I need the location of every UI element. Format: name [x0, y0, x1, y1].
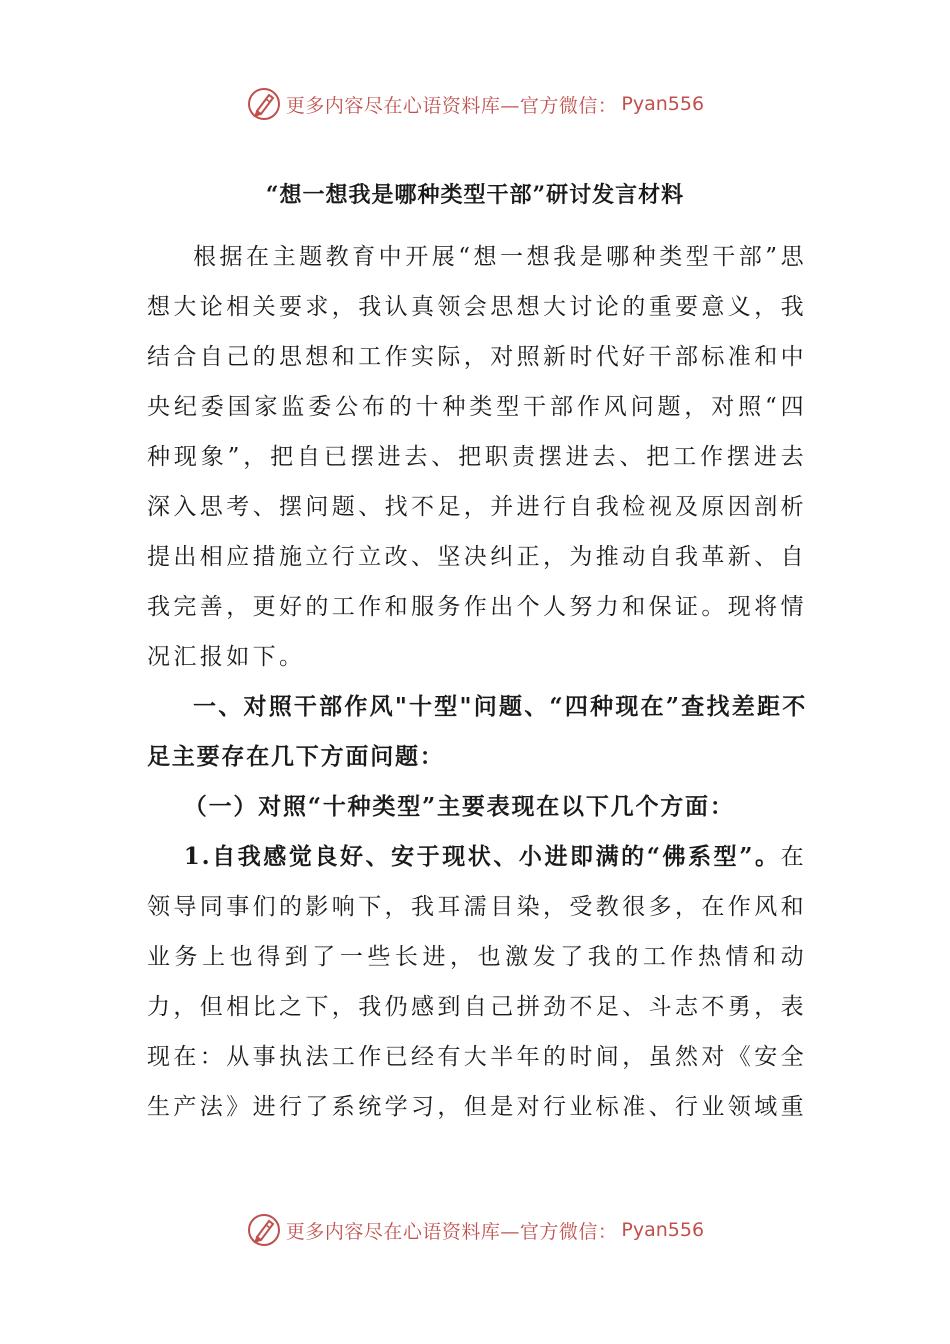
- document-body: [147, 232, 807, 1132]
- intro-paragraph: 根据在主题教育中开展“想一想我是哪种类型干部”思想大论相关要求，我认真领会思想大讨论的重要意义，我结合自己的思想和工作实际，对照新时代好干部标准和中央纪委国家监委公布的十种类型干部作风问题，对照“四种现象”，把自已摆进去、把职责摆进去、把工作摆进去深入思考、摆问题、找不足，并进行自我检视及原因剖析提出相应措施立行立改、坚决纠正，为推动自我革新、自我完善，更好的工作和服务作出个人努力和保证。现将情况汇报如下。: [147, 244, 807, 670]
- watermark-text: 更多内容尽在心语资料库—官方微信：: [285, 94, 618, 117]
- pen-nib-logo-icon: [246, 1212, 282, 1248]
- watermark-text: 更多内容尽在心语资料库—官方微信：: [285, 1220, 618, 1243]
- watermark-wechat-id: Pyan556: [621, 93, 705, 115]
- pen-nib-logo-icon: [246, 86, 282, 122]
- document-title: “想一想我是哪种类型干部”研讨发言材料: [265, 182, 685, 208]
- section-1-heading: 一、对照干部作风"十型"问题、“四种现在”查找差距不足主要存在几下方面问题：: [147, 693, 807, 770]
- watermark-wechat-id: Pyan556: [621, 1219, 705, 1241]
- footer-watermark: [0, 1210, 950, 1250]
- item-1-paragraph: [147, 832, 807, 1132]
- item-1-body: 在领导同事们的影响下，我耳濡目染，受教很多，在作风和业务上也得到了一些长进，也激发了我的工作热情和动力，但相比之下，我仍感到自己拼劲不足、斗志不勇，表现在：从事执法工作已经有大半年的时间，虽然对《安全生产法》进行了系统学习，但是对行业标准、行业领域重: [147, 844, 807, 1120]
- header-watermark: [0, 84, 950, 124]
- section-1-subheading-1: （一）对照“十种类型”主要表现在以下几个方面：: [183, 793, 735, 820]
- item-1-title: 1.自我感觉良好、安于现状、小进即满的“佛系型”。: [183, 843, 781, 870]
